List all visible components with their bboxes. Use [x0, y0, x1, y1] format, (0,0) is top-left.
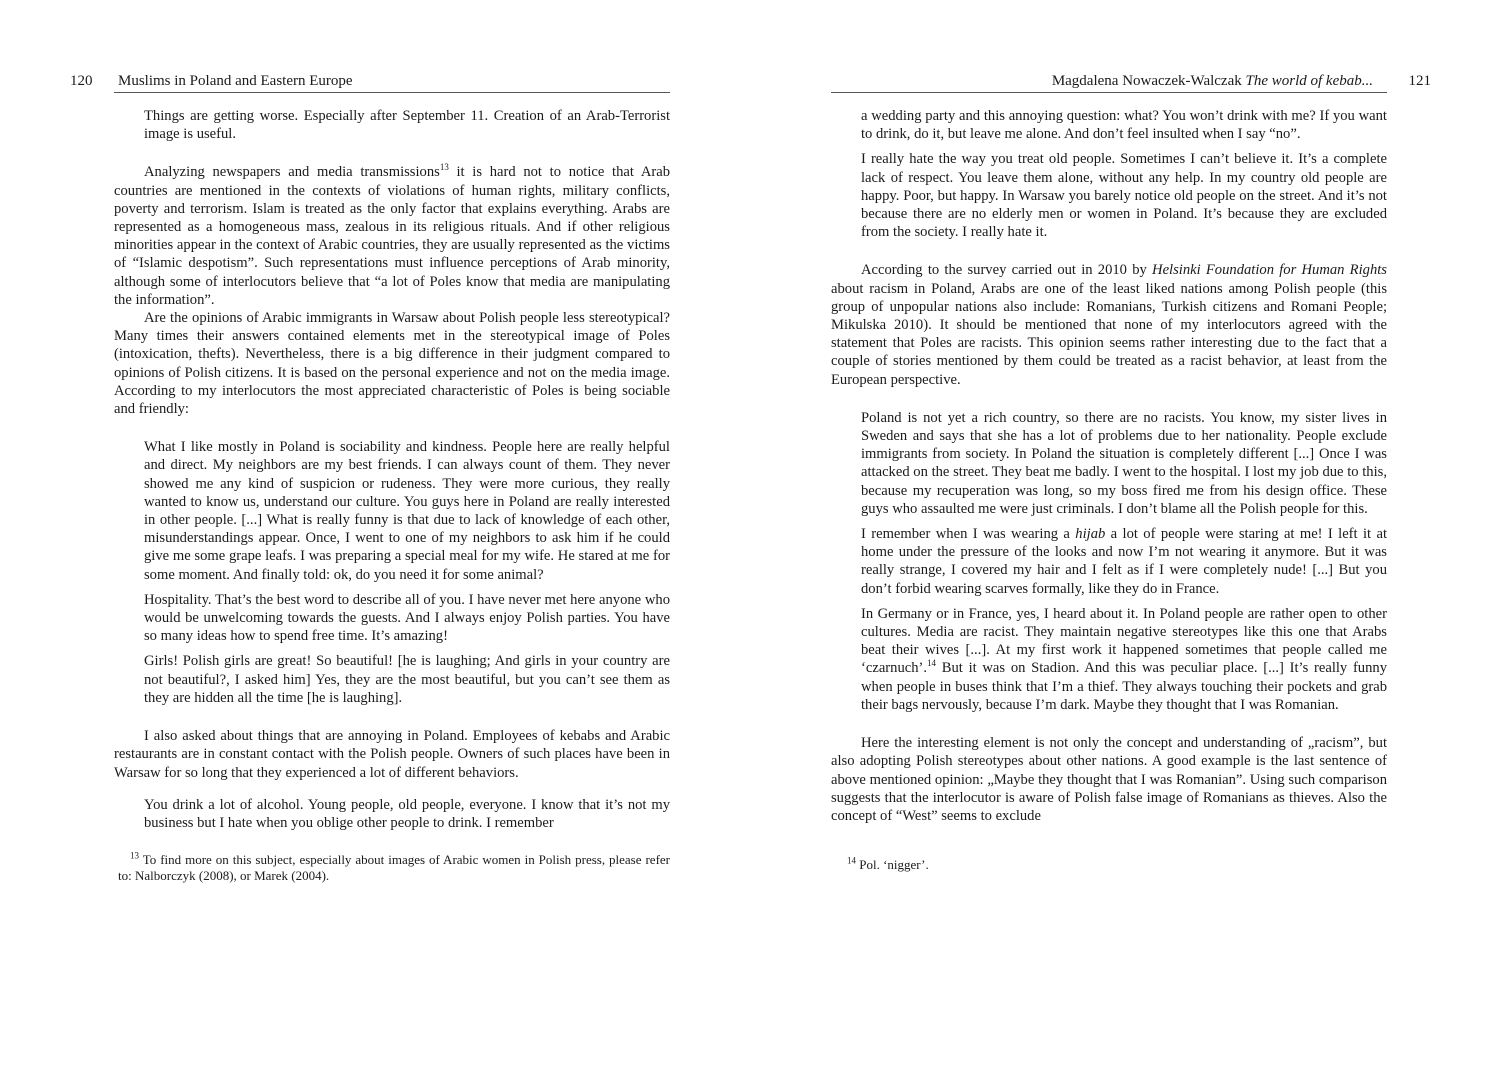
left-page — [70, 70, 670, 884]
block-quote: I really hate the way you treat old people. Sometimes I can’t believe it. It’s a complete lack of respect. You leave them alone, without any help. In my country old people are happy. Poor, but happy. In Warsaw you barely notice old people on the street. And it’s not because there are no elderly men or women in Poland. It’s because they are excluded from the society. I really hate it. — [861, 151, 1387, 241]
page-number: 121 — [1408, 73, 1431, 89]
footnote-ref[interactable]: 13 — [439, 162, 449, 173]
footnote-marker: 13 — [130, 850, 139, 861]
footnote-marker: 14 — [847, 855, 856, 866]
block-quote: a wedding party and this annoying question: what? You won’t drink with me? If you want to drink, do it, but leave me alone. And don’t feel insulted when I say “no”. — [861, 108, 1387, 143]
footnote-ref[interactable]: 14 — [927, 658, 937, 669]
left-body-text — [114, 107, 670, 832]
paragraph: Are the opinions of Arabic immigrants in Warsaw about Polish people less stereotypical? Many times their answers contained elements met in the stereotypical image of Poles (intoxication, thefts). Nevertheless, there is a big difference in their judgment compared to opinions of Polish citizens. It is based on the personal experience and not on the media image. According to my interlocutors the most appreciated characteristic of Poles is being sociable and friendly: — [114, 310, 670, 418]
footnote-13: $^{13}$ To find more on this subject, especially about images of Arabic women in Polish press, please refer to: Nalborczyk (2008), or Marek (2004). — [118, 850, 670, 884]
block-quote: You drink a lot of alcohol. Young people, old people, everyone. I know that it’s not my business but I hate when you oblige other people to drink. I remember — [144, 796, 670, 831]
block-quote: Things are getting worse. Especially after September 11. Creation of an Arab-Terrorist image is useful. — [144, 108, 670, 143]
running-title: Magdalena Nowaczek-Walczak The world of kebab... — [1051, 73, 1373, 89]
paragraph: I also asked about things that are annoying in Poland. Employees of kebabs and Arabic restaurants are in constant contact with the Polish people. Owners of such places have been in Warsaw for so long that they experienced a lot of different behaviors. — [114, 728, 670, 781]
block-quote: In Germany or in France, yes, I heard about it. In Poland people are rather open to other cultures. Media are racist. They maintain negative stereotypes like this one that Arabs beat their wives [...]. At my first work it happened sometimes that people called me ‘czarnuch’.$^{14}$ But it was on Stadion. And this was peculiar place. [...] It’s really funny when people in buses think that I’m a thief. They always touching their pockets and grab their bags nervously, because I’m dark. Maybe they thought that I was Romanian. — [861, 605, 1387, 713]
paragraph: Analyzing newspapers and media transmissions$^{13}$ it is hard not to notice that Arab countries are mentioned in the contexts of violations of human rights, military conflicts, poverty and terrorism. Islam is treated as the only factor that explains everything. Arabs are represented as a homogeneous mass, zealous in its religious rituals. And if other religious minorities appear in the context of Arabic countries, they are usually represented as the victims of “Islamic despotism”. Such representations must influence perceptions of Arab minority, although some of interlocutors believe that “a lot of Poles know that media are manipulating the information”. — [114, 162, 670, 308]
block-quote: What I like mostly in Poland is sociability and kindness. People here are really helpful and direct. My neighbors are my best friends. I can always count of them. They never showed me any kind of suspicion or rudeness. They were more curious, they really wanted to know us, understand our culture. You guys here in Poland are really interested in other people. [...] What is really funny is that due to lack of knowledge of each other, misunderstandings appear. Once, I went to one of my neighbors to ask him if he could give me some grape leafs. I was preparing a special meal for my wife. He stared at me for some moment. And finally told: ok, do you need it for some animal? — [144, 439, 670, 583]
block-quote: Poland is not yet a rich country, so there are no racists. You know, my sister lives in Sweden and says that she has a lot of problems due to her nationality. People exclude immigrants from society. In Poland the situation is completely different [...] Once I was attacked on the street. They beat me badly. I went to the hospital. I lost my job due to this, because my recuperation was long, so my boss fired me from his design office. These guys who assaulted me were just criminals. I don’t blame all the Polish people for this. — [861, 409, 1387, 517]
block-quote: Girls! Polish girls are great! So beautiful! [he is laughing; And girls in your country are not beautiful?, I asked him] Yes, they are the most beautiful, but you can’t see them as they are hidden all the time [he is laughing]. — [144, 653, 670, 706]
footnote-14: $^{14}$ Pol. ‘nigger’. — [847, 855, 929, 873]
right-page — [831, 70, 1431, 873]
right-body-text — [831, 107, 1387, 825]
block-quote: I remember when I was wearing a hijab a lot of people were staring at me! I left it at home under the pressure of the looks and now I’m not wearing it anymore. But it was really strange, I covered my hair and I felt as if I were completely nude! [...] But you don’t forbid wearing scarves formally, like they do in France. — [861, 526, 1387, 597]
right-running-header — [831, 70, 1431, 93]
running-title: Muslims in Poland and Eastern Europe — [118, 73, 353, 89]
paragraph: Here the interesting element is not only the concept and understanding of „racism”, but also adopting Polish stereotypes about other nations. A good example is the last sentence of above mentioned opinion: „Maybe they thought that I was Romanian”. Using such comparison suggests that the interlocutor is aware of Polish false image of Romanians as thieves. Also the concept of “West” seems to exclude — [831, 735, 1387, 824]
page-number: 120 — [70, 73, 93, 89]
left-running-header — [70, 70, 670, 93]
block-quote: Hospitality. That’s the best word to describe all of you. I have never met here anyone who would be unwelcoming towards the guests. And I always enjoy Polish parties. You have so many ideas how to spend free time. It’s amazing! — [144, 591, 670, 645]
paragraph: According to the survey carried out in 2010 by Helsinki Foundation for Human Rights about racism in Poland, Arabs are one of the least liked nations among Polish people (this group of unpopular nations also include: Romanians, Turkish citizens and Romani People; Mikulska 2010). It should be mentioned that none of my interlocutors agreed with the statement that Poles are racists. This opinion seems rather interesting due to the fact that a couple of stories mentioned by them could be treated as a racist behavior, at least from the European perspective. — [831, 262, 1387, 388]
